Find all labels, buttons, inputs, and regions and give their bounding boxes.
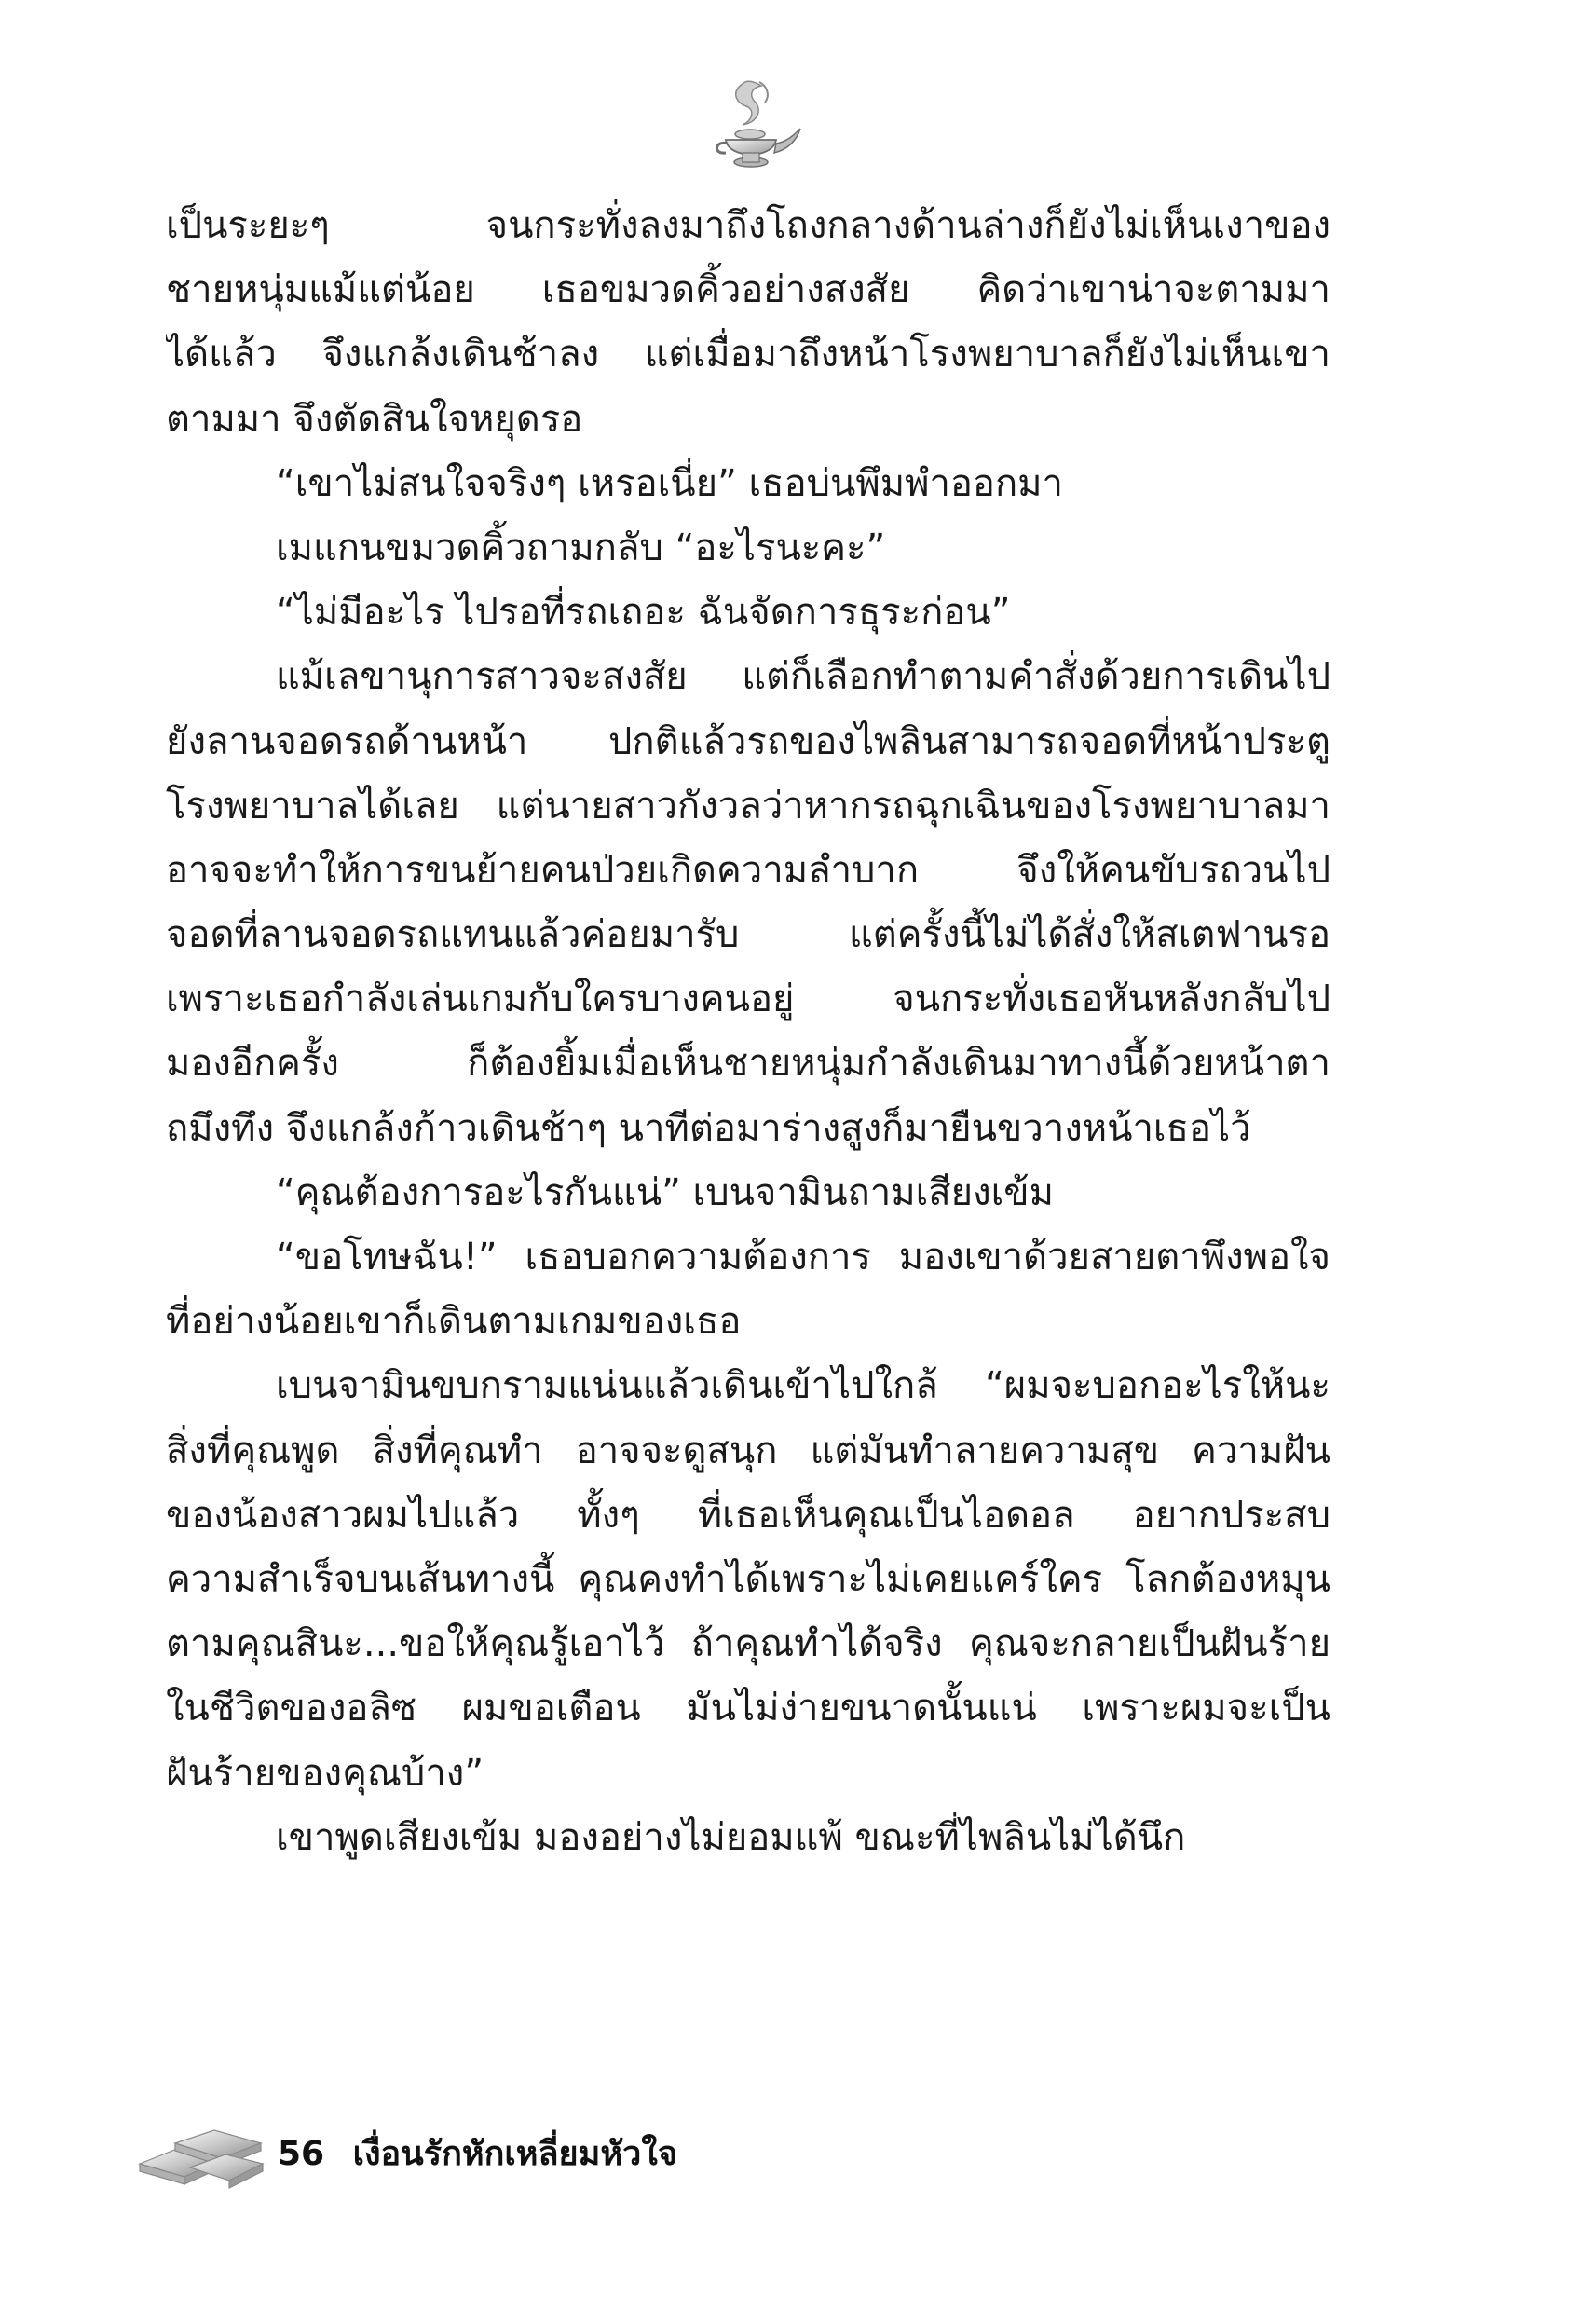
- text-line: ชายหนุ่มแม้แต่น้อย เธอขมวดคิ้วอย่างสงสัย คิดว่าเขาน่าจะตามมา: [166, 268, 1330, 312]
- text-line: ยังลานจอดรถด้านหน้า ปกติแล้วรถของไพลินสามารถจอดที่หน้าประตู: [166, 719, 1330, 763]
- text-line: ที่อย่างน้อยเขาก็เดินตามเกมของเธอ: [166, 1300, 742, 1344]
- text-line: ความสำเร็จบนเส้นทางนี้ คุณคงทำได้เพราะไม่เคยแคร์ใคร โลกต้องหมุน: [166, 1557, 1330, 1601]
- text-line: เบนจามินขบกรามแน่นแล้วเดินเข้าไปใกล้ “ผมจะบอกอะไรให้นะ: [276, 1364, 1330, 1408]
- text-line: อาจจะทำให้การขนย้ายคนป่วยเกิดความลำบาก จึงให้คนขับรถวนไป: [166, 848, 1330, 892]
- text-line: เพราะเธอกำลังเล่นเกมกับใครบางคนอยู่ จนกระทั่งเธอหันหลังกลับไป: [166, 978, 1330, 1021]
- text-line: ในชีวิตของอลิซ ผมขอเตือน มันไม่ง่ายขนาดนั้นแน่ เพราะผมจะเป็น: [166, 1687, 1330, 1730]
- text-line: เป็นระยะๆ จนกระทั่งลงมาถึงโถงกลางด้านล่างก็ยังไม่เห็นเงาของ: [166, 204, 1330, 247]
- page-footer: [278, 2126, 677, 2180]
- genie-lamp-icon: [694, 75, 806, 186]
- text-line: มองอีกครั้ง ก็ต้องยิ้มเมื่อเห็นชายหนุ่มกำลังเดินมาทางนี้ด้วยหน้าตา: [166, 1042, 1330, 1086]
- text-line: “เขาไม่สนใจจริงๆ เหรอเนี่ย” เธอบ่นพึมพำออกมา: [276, 461, 1063, 505]
- text-line: โรงพยาบาลได้เลย แต่นายสาวกังวลว่าหากรถฉุกเฉินของโรงพยาบาลมา: [166, 784, 1330, 827]
- text-line: “คุณต้องการอะไรกันแน่” เบนจามินถามเสียงเข้ม: [276, 1170, 1055, 1214]
- text-line: แม้เลขานุการสาวจะสงสัย แต่ก็เลือกทำตามคำสั่งด้วยการเดินไป: [276, 655, 1330, 699]
- text-line: จอดที่ลานจอดรถแทนแล้วค่อยมารับ แต่ครั้งนี้ไม่ได้สั่งให้สเตฟานรอ: [166, 913, 1330, 957]
- page-number: 56: [278, 2135, 325, 2173]
- text-line: ตามคุณสินะ...ขอให้คุณรู้เอาไว้ ถ้าคุณทำได้จริง คุณจะกลายเป็นฝันร้าย: [166, 1622, 1330, 1666]
- text-line: สิ่งที่คุณพูด สิ่งที่คุณทำ อาจจะดูสนุก แต่มันทำลายความสุข ความฝัน: [166, 1429, 1330, 1472]
- text-line: ได้แล้ว จึงแกล้งเดินช้าลง แต่เมื่อมาถึงหน้าโรงพยาบาลก็ยังไม่เห็นเขา: [166, 333, 1330, 376]
- text-line: “ไม่มีอะไร ไปรอที่รถเถอะ ฉันจัดการธุระก่อน”: [276, 591, 1011, 635]
- text-line: ตามมา จึงตัดสินใจหยุดรอ: [166, 397, 583, 441]
- text-line: เขาพูดเสียงเข้ม มองอย่างไม่ยอมแพ้ ขณะที่ไพลินไม่ได้นึก: [276, 1815, 1186, 1859]
- text-line: เมแกนขมวดคิ้วถามกลับ “อะไรนะคะ”: [276, 526, 886, 569]
- text-line: “ขอโทษฉัน!” เธอบอกความต้องการ มองเขาด้วยสายตาพึงพอใจ: [276, 1236, 1330, 1279]
- text-line: ฝันร้ายของคุณบ้าง”: [166, 1751, 484, 1795]
- text-line: ถมึงทึง จึงแกล้งก้าวเดินช้าๆ นาทีต่อมาร่างสูงก็มายืนขวางหน้าเธอไว้: [166, 1106, 1251, 1150]
- text-line: ของน้องสาวผมไปแล้ว ทั้งๆ ที่เธอเห็นคุณเป็นไอดอล อยากประสบ: [166, 1493, 1330, 1537]
- gold-bars-icon: [132, 2106, 272, 2190]
- book-title: เงื่อนรักหักเหลี่ยมหัวใจ: [352, 2135, 677, 2173]
- body-text: [166, 194, 1330, 1870]
